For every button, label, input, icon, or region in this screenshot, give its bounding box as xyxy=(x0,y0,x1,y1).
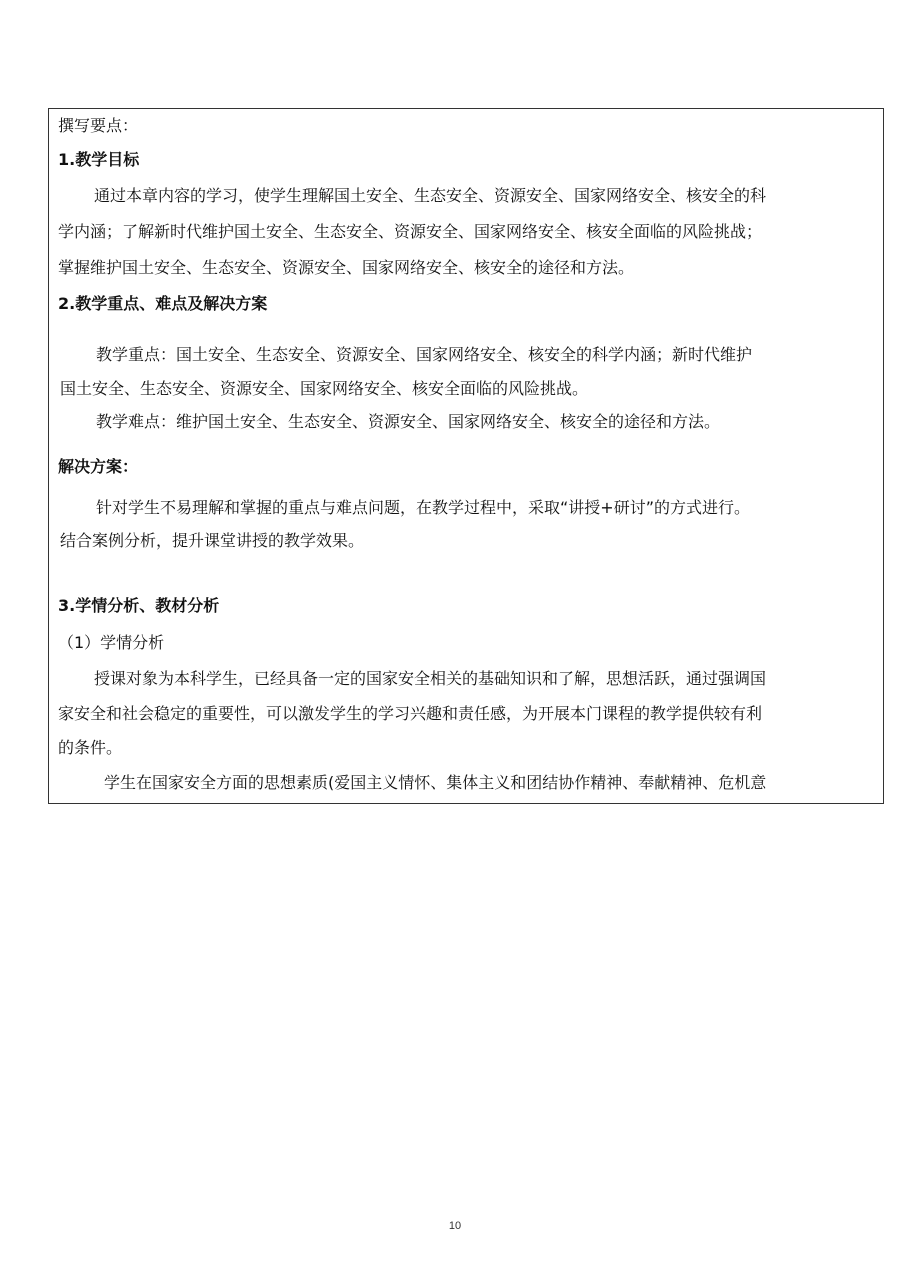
student-analysis-line: 授课对象为本科学生，已经具备一定的国家安全相关的基础知识和了解，思想活跃，通过强调国 xyxy=(94,669,767,688)
student-analysis-line: 的条件。 xyxy=(58,738,123,757)
content-table-frame xyxy=(48,108,884,804)
student-analysis-line: 家安全和社会稳定的重要性，可以激发学生的学习兴趣和责任感，为开展本门课程的教学提供较有利 xyxy=(58,704,763,723)
section1-heading: 1.教学目标 xyxy=(58,150,140,169)
subsection-heading: （1）学情分析 xyxy=(58,633,165,652)
solution-heading: 解决方案： xyxy=(58,457,139,476)
section3-heading: 3.学情分析、教材分析 xyxy=(58,596,220,615)
section1-line: 掌握维护国土安全、生态安全、资源安全、国家网络安全、核安全的途径和方法。 xyxy=(58,258,635,277)
difficulty-line: 教学难点：维护国土安全、生态安全、资源安全、国家网络安全、核安全的途径和方法。 xyxy=(96,412,721,431)
solution-line: 结合案例分析，提升课堂讲授的教学效果。 xyxy=(60,531,365,550)
key-points-line: 教学重点：国土安全、生态安全、资源安全、国家网络安全、核安全的科学内涵；新时代维护 xyxy=(96,345,753,364)
section1-line: 通过本章内容的学习，使学生理解国土安全、生态安全、资源安全、国家网络安全、核安全的科 xyxy=(94,186,767,205)
page-number: 10 xyxy=(448,1220,462,1232)
student-analysis-line: 学生在国家安全方面的思想素质(爱国主义情怀、集体主义和团结协作精神、奉献精神、危机意 xyxy=(104,773,767,792)
key-points-line: 国土安全、生态安全、资源安全、国家网络安全、核安全面临的风险挑战。 xyxy=(60,379,589,398)
section1-line: 学内涵；了解新时代维护国土安全、生态安全、资源安全、国家网络安全、核安全面临的风险挑战； xyxy=(58,222,763,241)
writing-points-label: 撰写要点： xyxy=(58,116,139,135)
solution-line: 针对学生不易理解和掌握的重点与难点问题，在教学过程中，采取“讲授+研讨”的方式进行。 xyxy=(96,498,750,517)
section2-heading: 2.教学重点、难点及解决方案 xyxy=(58,294,268,313)
